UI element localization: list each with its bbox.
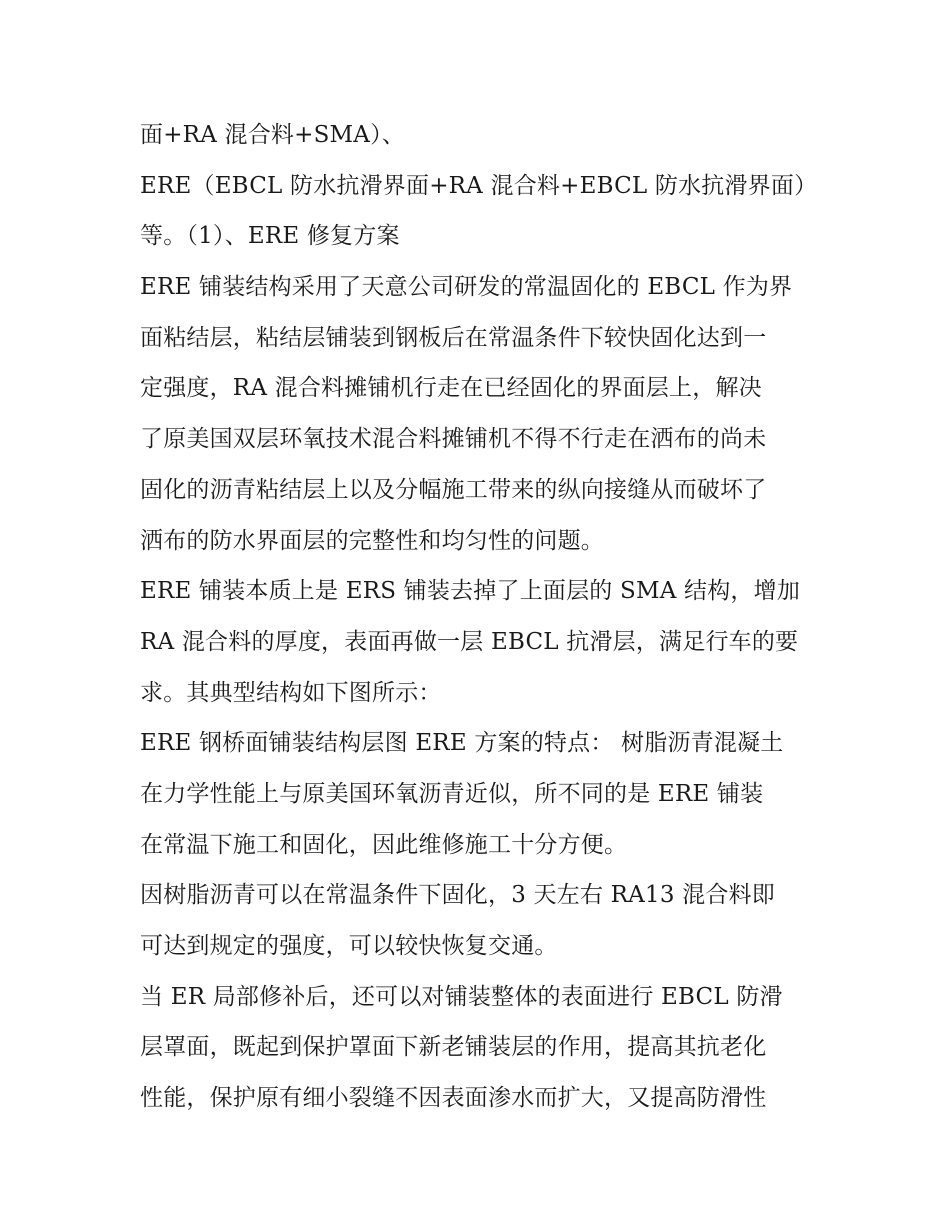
text-line: 因树脂沥青可以在常温条件下固化，3 天左右 RA13 混合料即 bbox=[140, 882, 775, 909]
text-line: 固化的沥青粘结层上以及分幅施工带来的纵向接缝从而破坏了 bbox=[140, 476, 767, 503]
text-line: ERE 钢桥面铺装结构层图 ERE 方案的特点： 树脂沥青混凝土 bbox=[140, 730, 784, 757]
text-line: 定强度，RA 混合料摊铺机行走在已经固化的界面层上，解决 bbox=[140, 375, 762, 402]
text-line: RA 混合料的厚度，表面再做一层 EBCL 抗滑层，满足行车的要 bbox=[140, 628, 799, 655]
text-line: ERE 铺装结构采用了天意公司研发的常温固化的 EBCL 作为界 bbox=[140, 274, 793, 301]
text-line: 洒布的防水界面层的完整性和均匀性的问题。 bbox=[140, 527, 604, 554]
text-line: 层罩面，既起到保护罩面下新老铺装层的作用，提高其抗老化 bbox=[140, 1034, 767, 1061]
text-line: 面粘结层，粘结层铺装到钢板后在常温条件下较快固化达到一 bbox=[140, 324, 767, 351]
document-body bbox=[140, 110, 820, 1124]
text-line: ERE 铺装本质上是 ERS 铺装去掉了上面层的 SMA 结构，增加 bbox=[140, 578, 801, 605]
text-line: 在力学性能上与原美国环氧沥青近似，所不同的是 ERE 铺装 bbox=[140, 780, 764, 807]
text-line: 在常温下施工和固化，因此维修施工十分方便。 bbox=[140, 831, 628, 858]
text-line: 了原美国双层环氧技术混合料摊铺机不得不行走在洒布的尚未 bbox=[140, 426, 767, 453]
text-line: 性能，保护原有细小裂缝不因表面渗水而扩大，又提高防滑性 bbox=[140, 1085, 767, 1112]
text-line: 求。其典型结构如下图所示： bbox=[140, 679, 442, 706]
text-line: 当 ER 局部修补后，还可以对铺装整体的表面进行 EBCL 防滑 bbox=[140, 983, 783, 1010]
text-line: 面+RA 混合料+SMA）、 bbox=[140, 122, 405, 148]
text-line: 可达到规定的强度，可以较快恢复交通。 bbox=[140, 933, 558, 959]
text-line: 等。（1）、ERE 修复方案 bbox=[140, 223, 400, 250]
text-line: ERE（EBCL 防水抗滑界面+RA 混合料+EBCL 防水抗滑界面） bbox=[140, 172, 818, 199]
